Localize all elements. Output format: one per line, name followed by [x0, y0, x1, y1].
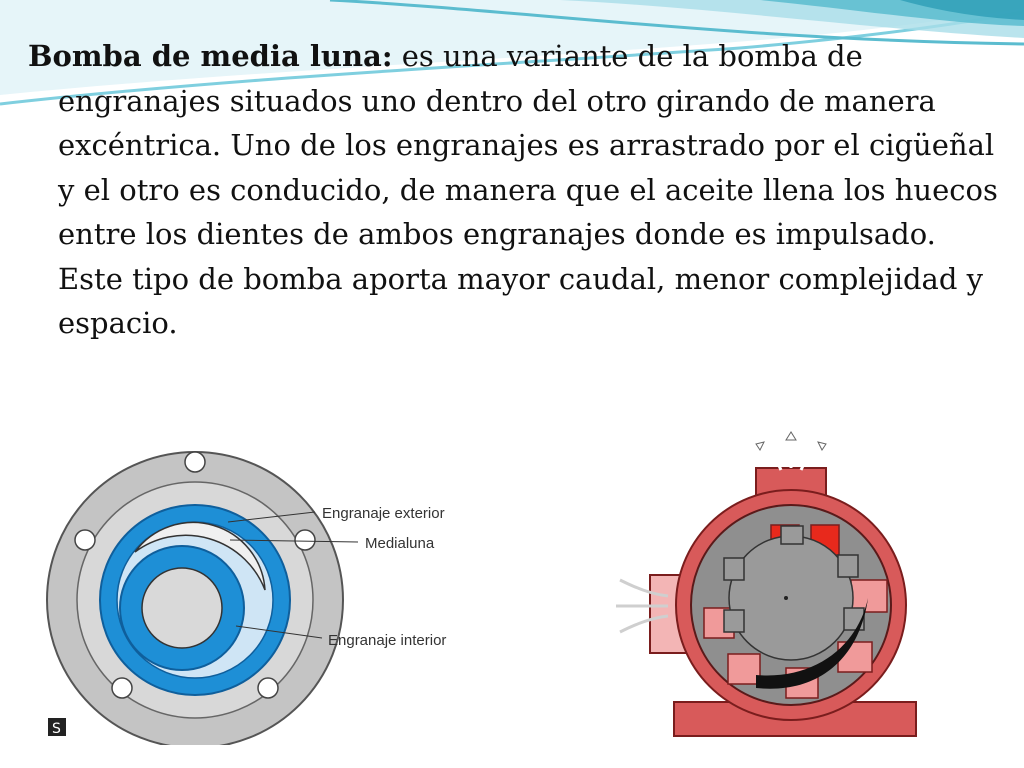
inner-rotor	[729, 536, 853, 660]
inner-gear-hub	[142, 568, 222, 648]
label-outer-gear: Engranaje exterior	[322, 505, 445, 522]
rotor-axis	[784, 596, 788, 600]
gear-pump-illustration	[606, 430, 921, 740]
publisher-logo-glyph: S	[52, 721, 61, 737]
lead-term: Bomba de media luna:	[28, 39, 393, 73]
paragraph-body: es una variante de la bomba de engranajes situados uno dentro del otro girando de manera excéntrica. Uno de los engranajes es arrastrado por el cigüeñal y el otro es conducido, de manera que el aceite llena los huecos entre los dientes de ambos engranajes donde es impulsado. Este tipo de bomba aporta mayor caudal, menor complejidad y espacio.	[58, 39, 998, 340]
paragraph	[28, 34, 998, 346]
label-inner-gear: Engranaje interior	[328, 632, 447, 649]
outlet-flow-arrows	[756, 436, 826, 470]
label-crescent: Medialuna	[365, 535, 435, 552]
crescent-pump-diagram	[40, 440, 490, 745]
slide-text	[28, 34, 998, 346]
